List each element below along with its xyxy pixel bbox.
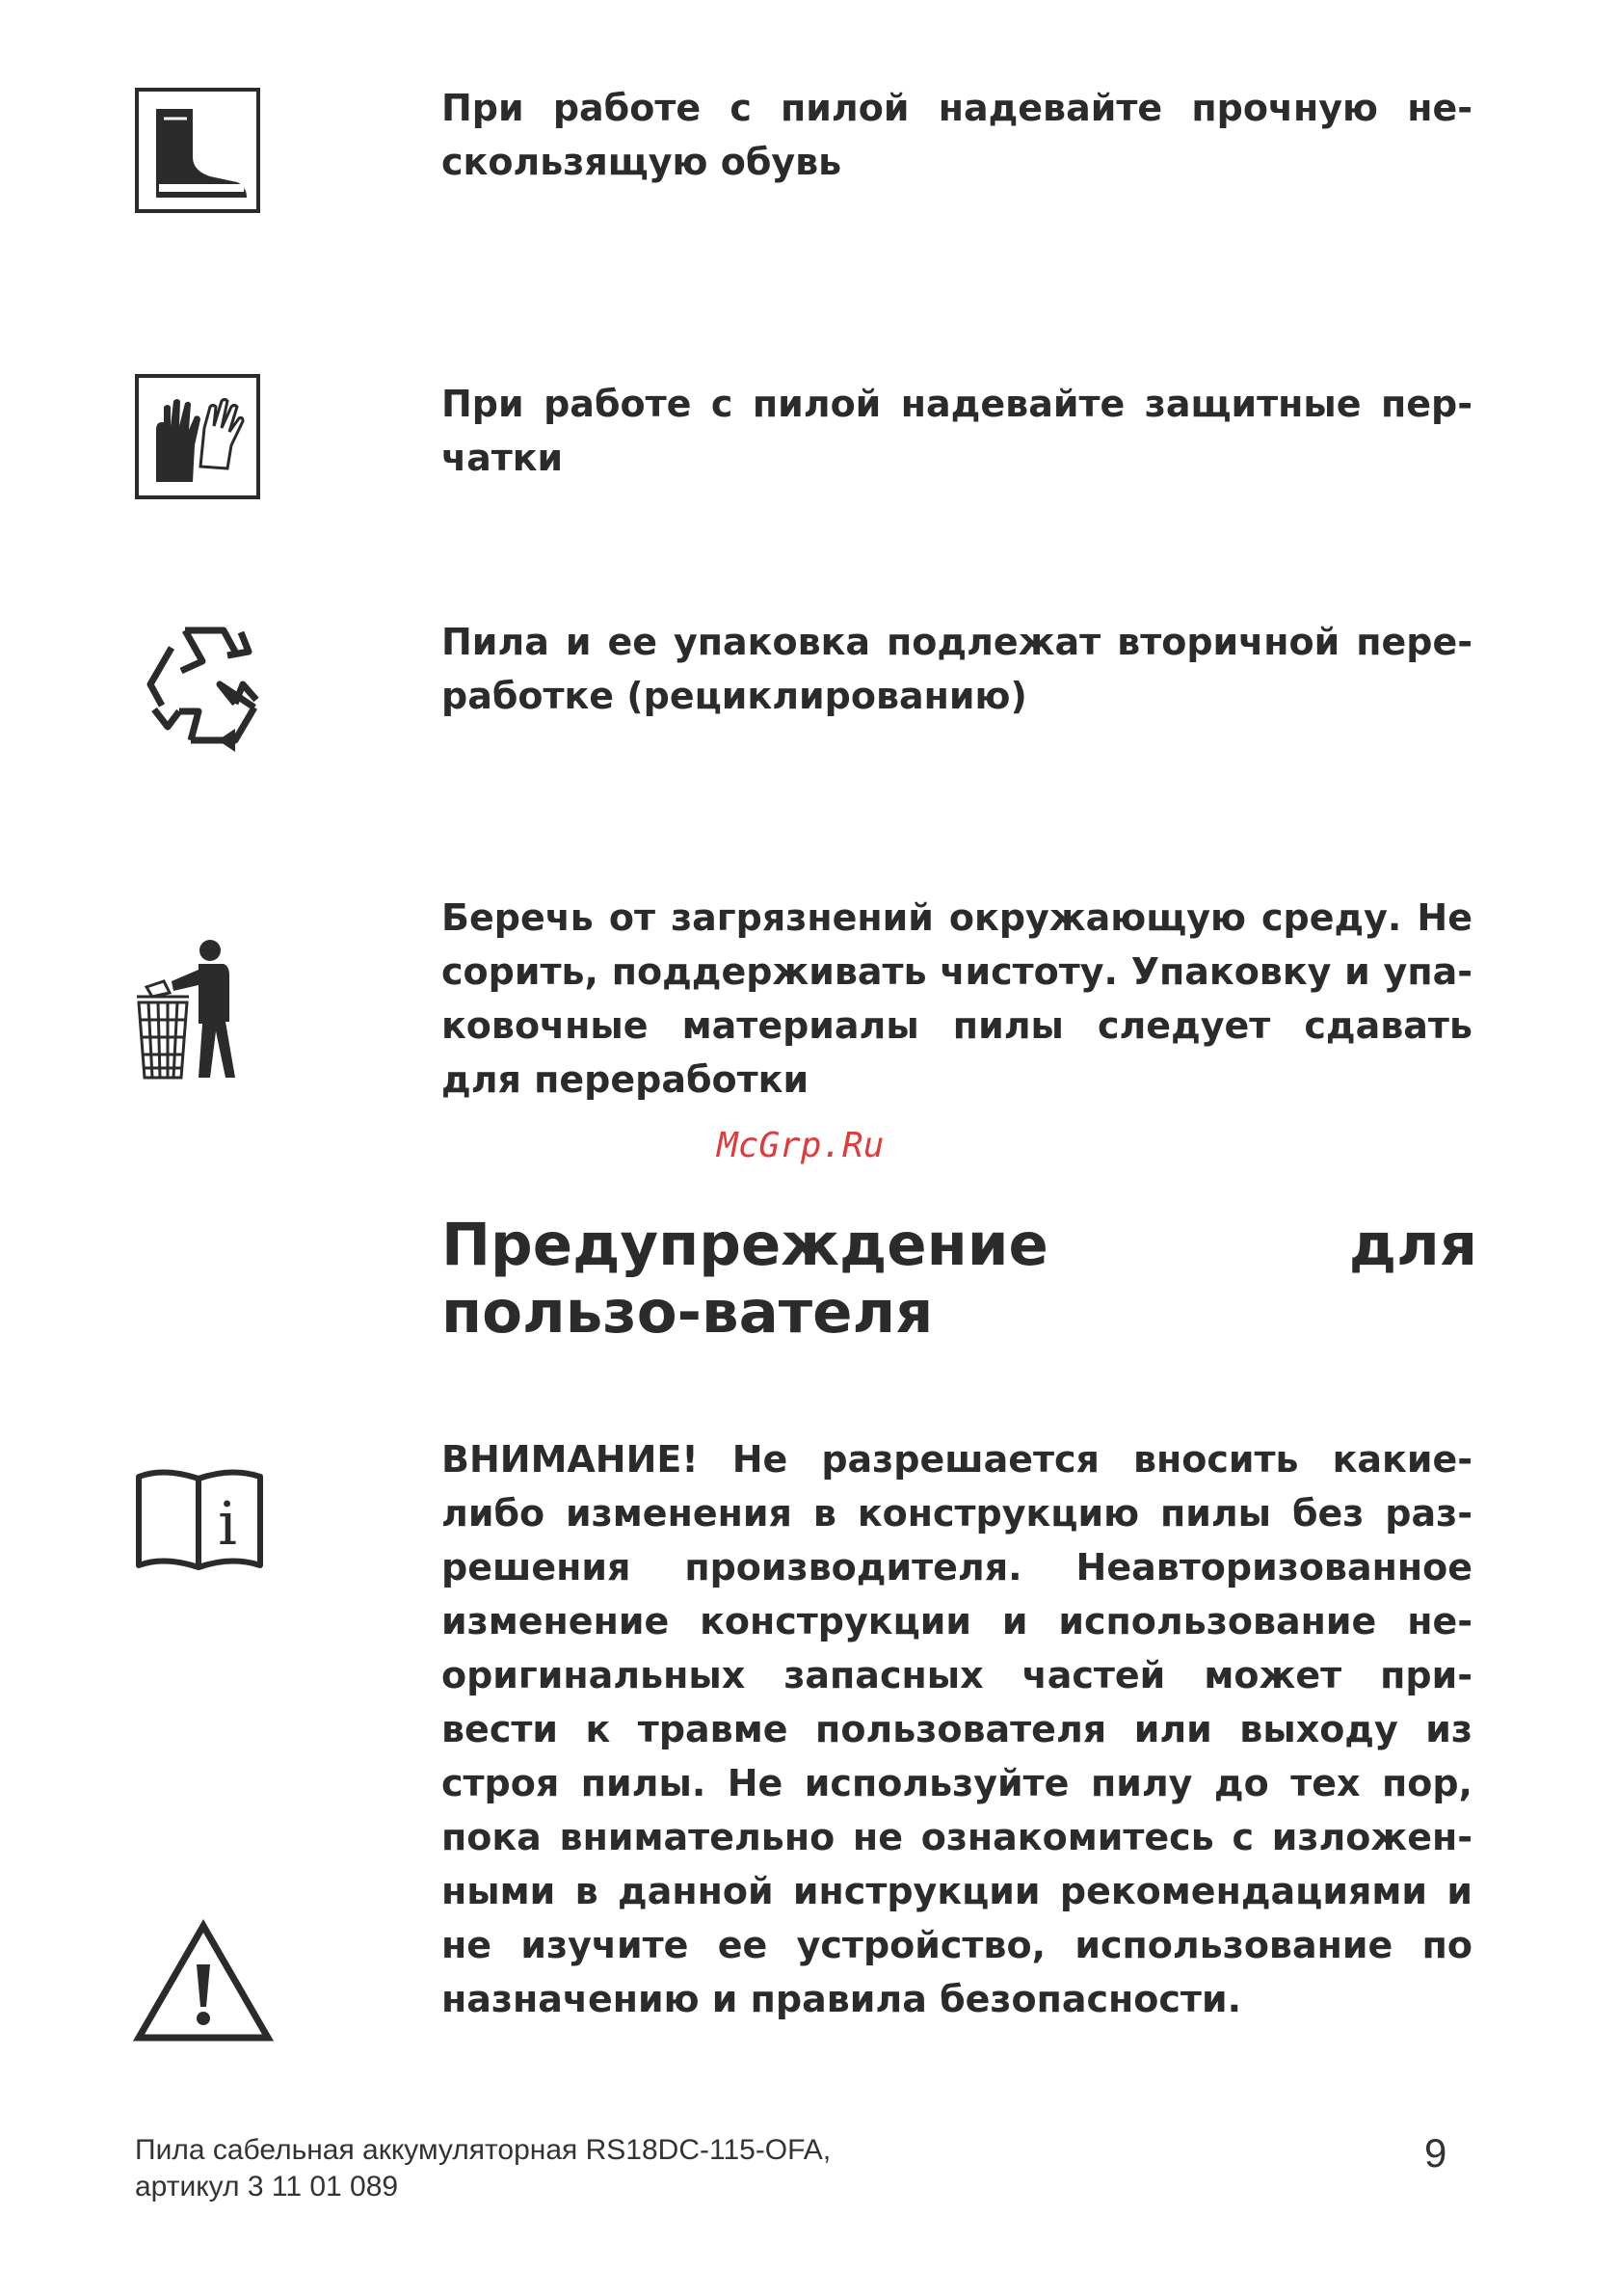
gloves-instruction: При работе с пилой надевайте защитные пер-чатки [441, 383, 1472, 479]
recycle-instruction: Пила и ее упаковка подлежат вторичной пере-работке (рециклированию) [441, 621, 1472, 717]
svg-text:i: i [218, 1488, 237, 1559]
warning-heading: Предупреждение для пользо-вателя [441, 1211, 1477, 1347]
footer-product-name: Пила сабельная аккумуляторная RS18DC-115-OFA, [135, 2134, 832, 2166]
gloves-icon [135, 374, 260, 499]
boot-icon [135, 88, 260, 213]
litter-bin-icon [135, 937, 246, 1081]
footer-article: артикул 3 11 01 089 [135, 2171, 399, 2203]
warning-icon [133, 1918, 274, 2043]
manual-info-icon [135, 1463, 265, 1574]
environment-instruction: Беречь от загрязнений окружающую среду. Не сорить, поддерживать чистоту. Упаковку и упа-ковочные материалы пилы следует сдавать для переработки [441, 896, 1472, 1101]
watermark: McGrp.Ru [717, 1126, 885, 1165]
boots-instruction: При работе с пилой надевайте прочную не-скользящую обувь [441, 87, 1472, 183]
warning-text: ВНИМАНИЕ! Не разрешается вносить какие-либо изменения в конструкцию пилы без раз-решения производителя. Неавторизованное изменение конструкции и использование не-оригинальных запасных частей может при-вести к травме пользователя или выходу из строя пилы. Не используйте пилу до тех пор, пока внимательно не ознакомитесь с изложен-ными в данной инструкции рекомендациями и не изучите ее устройство, использование по назначению и правила безопасности. [441, 1438, 1472, 2020]
page-number: 9 [1424, 2130, 1447, 2176]
footer-product-info [135, 2132, 906, 2205]
recycle-icon [135, 617, 275, 757]
